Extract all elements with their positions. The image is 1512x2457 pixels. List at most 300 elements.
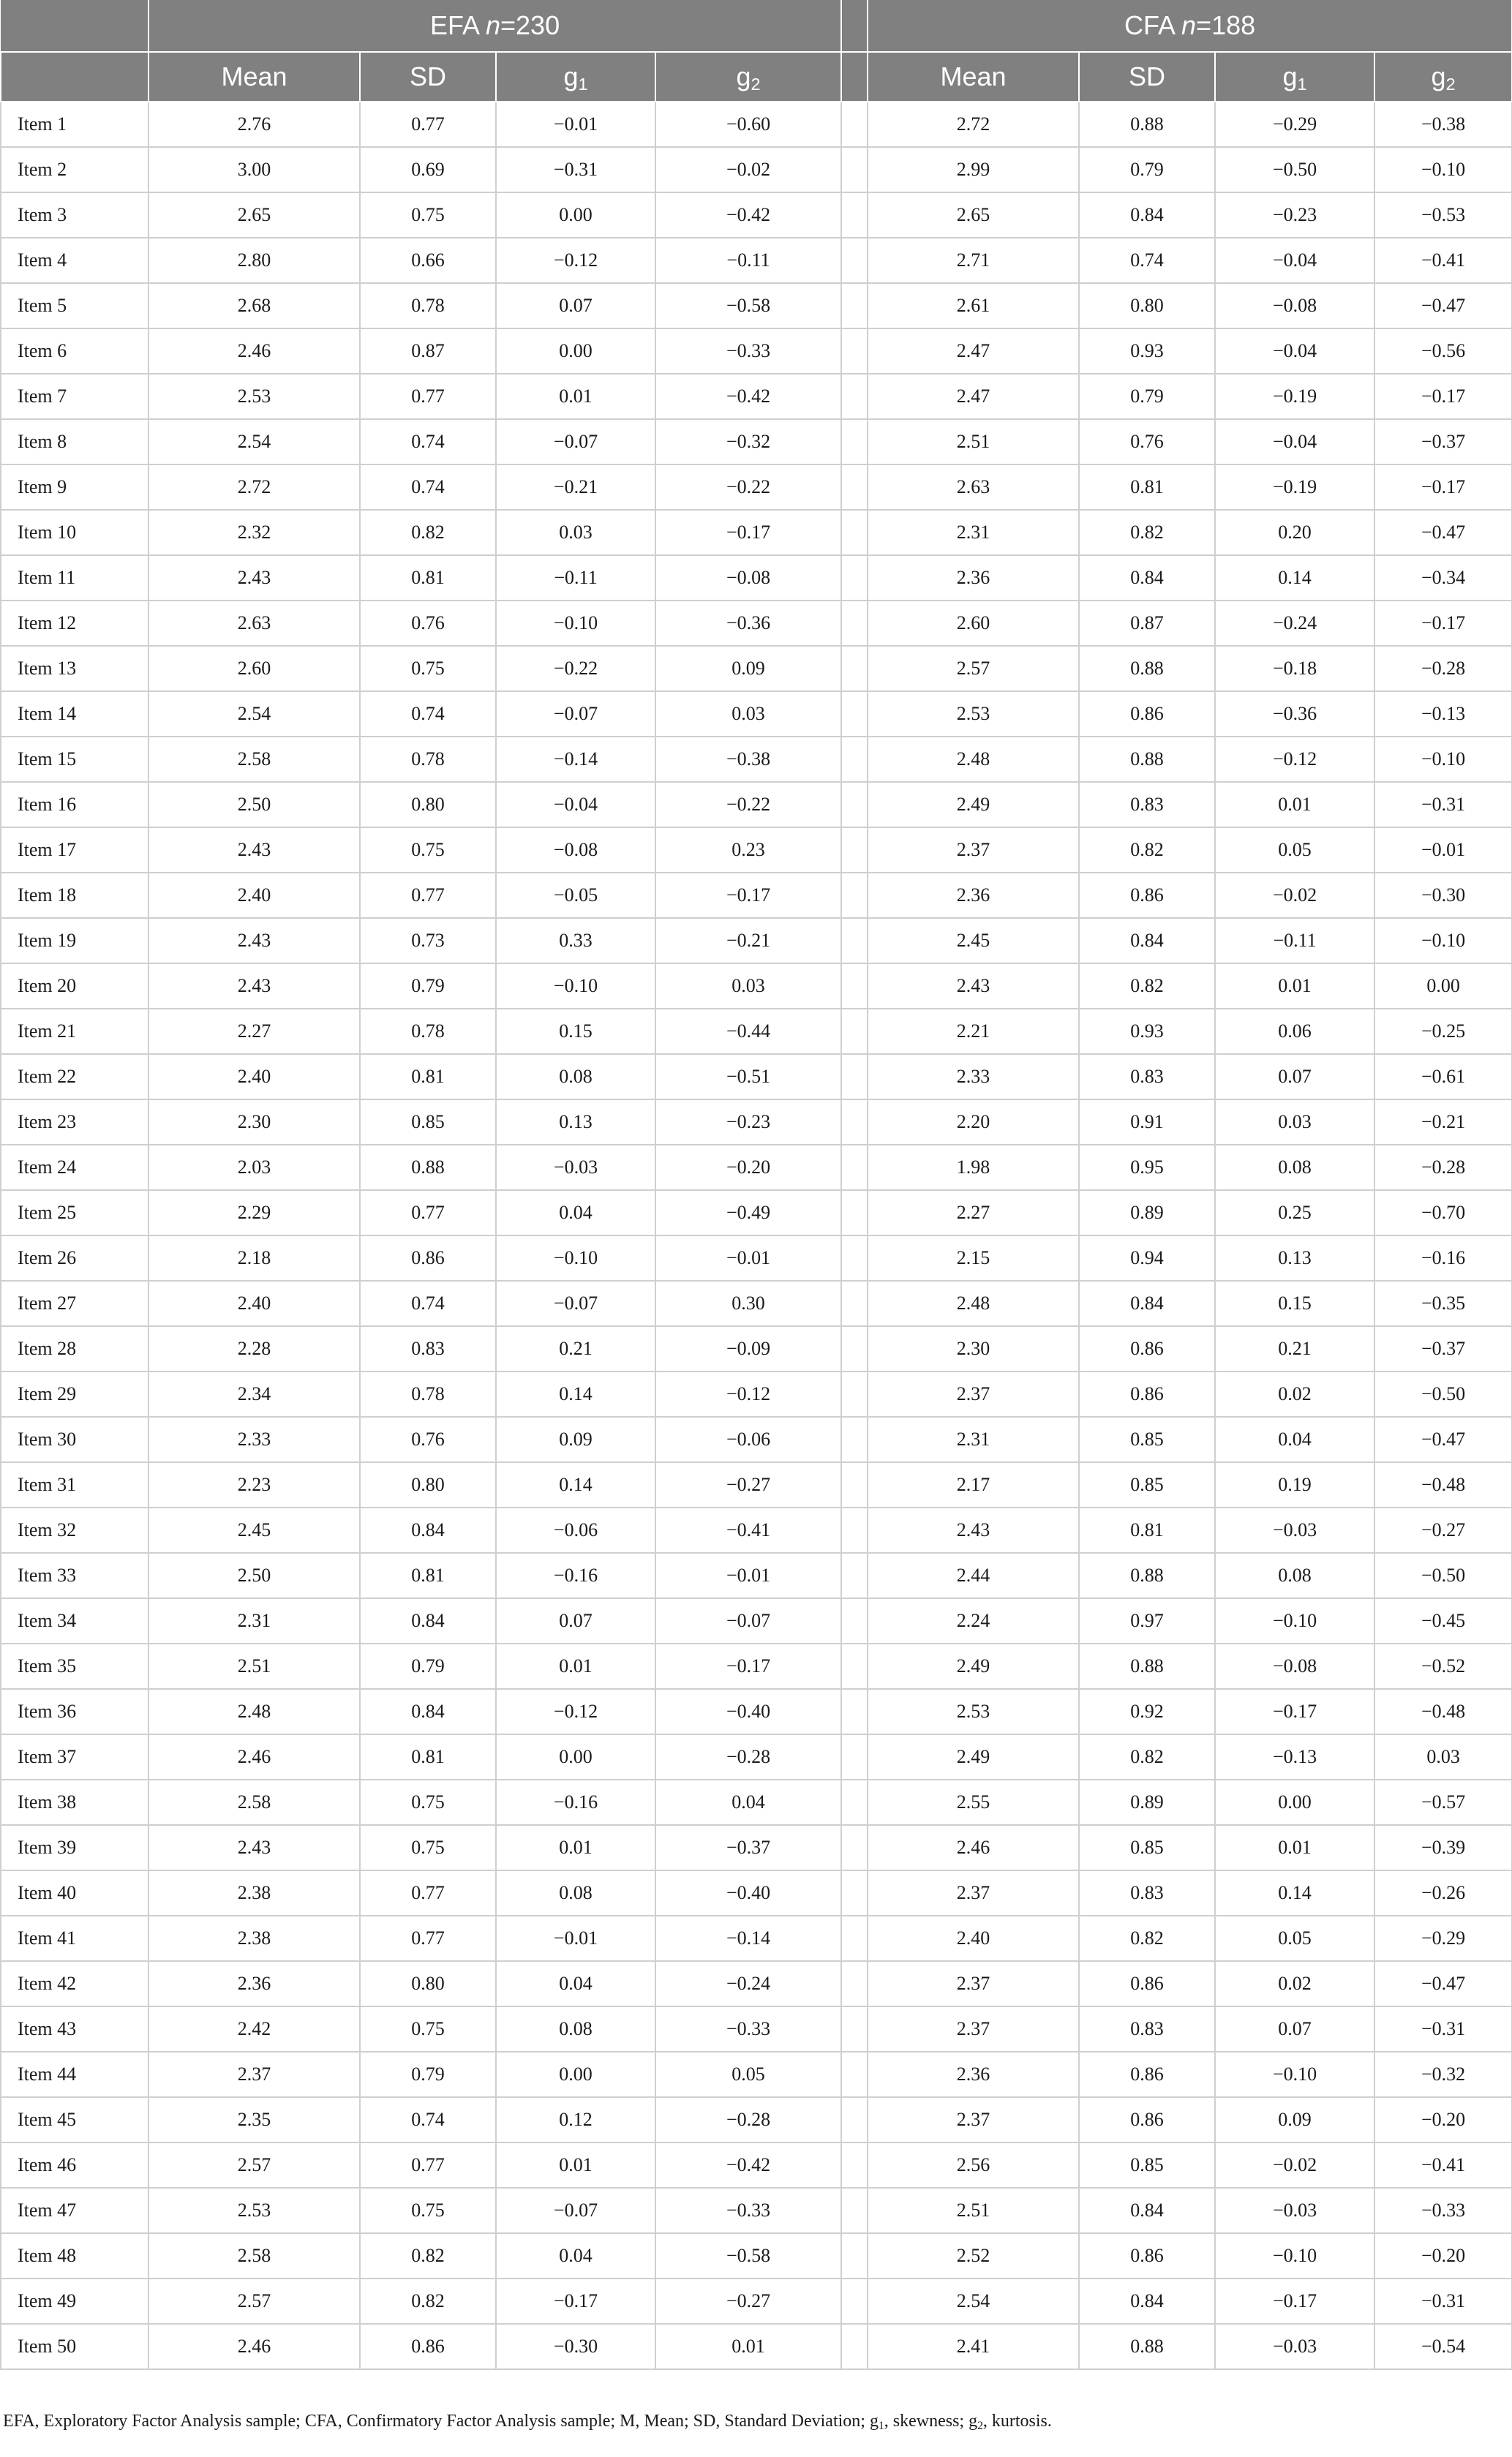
cfa-mean-cell: 2.48 xyxy=(868,1281,1079,1326)
cfa-g1-cell: 0.19 xyxy=(1215,1462,1374,1508)
cfa-sd-cell: 0.82 xyxy=(1079,827,1215,873)
cfa-sd-cell: 0.82 xyxy=(1079,963,1215,1009)
efa-sd-cell: 0.79 xyxy=(360,2052,496,2097)
efa-g2-cell: −0.38 xyxy=(655,737,841,782)
item-label-cell: Item 32 xyxy=(1,1508,148,1553)
efa-mean-cell: 2.29 xyxy=(148,1190,360,1235)
gap-cell xyxy=(841,1598,868,1644)
efa-g2-cell: −0.27 xyxy=(655,2279,841,2324)
cfa-g2-cell: −0.47 xyxy=(1374,1417,1512,1462)
efa-sd-cell: 0.84 xyxy=(360,1689,496,1734)
gap-cell xyxy=(841,419,868,464)
efa-g2-cell: 0.23 xyxy=(655,827,841,873)
cfa-g2-header-sub: 2 xyxy=(1445,74,1456,94)
table-row xyxy=(1,2233,1512,2279)
table-row xyxy=(1,2052,1512,2097)
table-row xyxy=(1,147,1512,192)
cfa-g2-cell: −0.32 xyxy=(1374,2052,1512,2097)
table-row xyxy=(1,2324,1512,2369)
cfa-mean-cell: 2.48 xyxy=(868,737,1079,782)
efa-sd-cell: 0.77 xyxy=(360,2142,496,2188)
cfa-g2-cell: −0.20 xyxy=(1374,2097,1512,2142)
gap-cell xyxy=(841,1190,868,1235)
cfa-g1-cell: −0.08 xyxy=(1215,283,1374,328)
efa-g1-cell: 0.08 xyxy=(496,1870,655,1916)
cfa-g1-cell: 0.20 xyxy=(1215,510,1374,555)
cfa-g1-cell: −0.04 xyxy=(1215,238,1374,283)
item-label-cell: Item 1 xyxy=(1,102,148,147)
cfa-g2-cell: −0.41 xyxy=(1374,238,1512,283)
cfa-sd-cell: 0.79 xyxy=(1079,147,1215,192)
efa-sd-cell: 0.87 xyxy=(360,328,496,374)
efa-g2-cell: −0.08 xyxy=(655,555,841,601)
cfa-g2-cell: −0.17 xyxy=(1374,464,1512,510)
cfa-sd-cell: 0.83 xyxy=(1079,782,1215,827)
efa-g2-cell: −0.06 xyxy=(655,1417,841,1462)
table-row xyxy=(1,782,1512,827)
cfa-mean-cell: 2.37 xyxy=(868,2097,1079,2142)
item-label-cell: Item 47 xyxy=(1,2188,148,2233)
cfa-g1-cell: 0.00 xyxy=(1215,1780,1374,1825)
cfa-g2-cell: −0.54 xyxy=(1374,2324,1512,2369)
cfa-g1-cell: 0.05 xyxy=(1215,1916,1374,1961)
efa-g2-cell: −0.42 xyxy=(655,374,841,419)
efa-sd-cell: 0.77 xyxy=(360,374,496,419)
table-row xyxy=(1,419,1512,464)
table-row xyxy=(1,1417,1512,1462)
cfa-sd-cell: 0.93 xyxy=(1079,1009,1215,1054)
efa-mean-cell: 2.54 xyxy=(148,419,360,464)
table-row xyxy=(1,555,1512,601)
efa-g1-cell: −0.10 xyxy=(496,601,655,646)
cfa-g2-cell: −0.37 xyxy=(1374,1326,1512,1372)
cfa-group-header xyxy=(868,0,1512,52)
gap-cell xyxy=(841,1780,868,1825)
efa-g1-cell: −0.08 xyxy=(496,827,655,873)
efa-g2-cell: −0.17 xyxy=(655,873,841,918)
cfa-g1-cell: −0.10 xyxy=(1215,2052,1374,2097)
cfa-g2-cell: −0.48 xyxy=(1374,1462,1512,1508)
gap-cell xyxy=(841,646,868,691)
cfa-g1-cell: −0.03 xyxy=(1215,2324,1374,2369)
gap-cell xyxy=(841,1870,868,1916)
cfa-sd-cell: 0.95 xyxy=(1079,1145,1215,1190)
gap-cell xyxy=(841,782,868,827)
cfa-sd-cell: 0.81 xyxy=(1079,464,1215,510)
efa-g1-cell: −0.10 xyxy=(496,1235,655,1281)
gap-cell xyxy=(841,1916,868,1961)
efa-g2-cell: −0.23 xyxy=(655,1099,841,1145)
efa-g2-cell: 0.30 xyxy=(655,1281,841,1326)
efa-sd-cell: 0.80 xyxy=(360,1462,496,1508)
cfa-sd-cell: 0.94 xyxy=(1079,1235,1215,1281)
efa-g1-cell: −0.04 xyxy=(496,782,655,827)
table-row xyxy=(1,918,1512,963)
cfa-g1-cell: −0.19 xyxy=(1215,464,1374,510)
efa-mean-cell: 3.00 xyxy=(148,147,360,192)
cfa-g1-cell: 0.07 xyxy=(1215,1054,1374,1099)
efa-g1-cell: −0.22 xyxy=(496,646,655,691)
gap-cell xyxy=(841,963,868,1009)
gap-cell xyxy=(841,1326,868,1372)
efa-mean-cell: 2.53 xyxy=(148,374,360,419)
cfa-mean-cell: 2.30 xyxy=(868,1326,1079,1372)
cfa-g1-cell: 0.01 xyxy=(1215,782,1374,827)
item-label-cell: Item 50 xyxy=(1,2324,148,2369)
cfa-sd-cell: 0.89 xyxy=(1079,1190,1215,1235)
cfa-mean-cell: 2.24 xyxy=(868,1598,1079,1644)
efa-g2-cell: −0.37 xyxy=(655,1825,841,1870)
cfa-g1-cell: −0.10 xyxy=(1215,2233,1374,2279)
efa-g1-header xyxy=(496,52,655,102)
efa-g2-cell: −0.14 xyxy=(655,1916,841,1961)
gap-cell xyxy=(841,1235,868,1281)
item-label-cell: Item 38 xyxy=(1,1780,148,1825)
cfa-mean-cell: 2.46 xyxy=(868,1825,1079,1870)
cfa-sd-cell: 0.86 xyxy=(1079,2097,1215,2142)
efa-g2-cell: −0.07 xyxy=(655,1598,841,1644)
table-row xyxy=(1,737,1512,782)
efa-sd-cell: 0.86 xyxy=(360,1235,496,1281)
item-label-cell: Item 43 xyxy=(1,2006,148,2052)
item-label-cell: Item 49 xyxy=(1,2279,148,2324)
efa-sd-cell: 0.77 xyxy=(360,873,496,918)
efa-g1-cell: 0.01 xyxy=(496,1644,655,1689)
cfa-g2-cell: −0.47 xyxy=(1374,1961,1512,2006)
efa-mean-header-label: Mean xyxy=(221,61,287,91)
table-row xyxy=(1,1961,1512,2006)
gap-cell xyxy=(841,2324,868,2369)
efa-mean-cell: 2.68 xyxy=(148,283,360,328)
item-label-cell: Item 22 xyxy=(1,1054,148,1099)
efa-mean-cell: 2.50 xyxy=(148,1553,360,1598)
cfa-g2-cell: −0.10 xyxy=(1374,918,1512,963)
efa-g2-header-sub: 2 xyxy=(751,74,761,94)
cfa-sd-cell: 0.89 xyxy=(1079,1780,1215,1825)
cfa-mean-cell: 2.51 xyxy=(868,2188,1079,2233)
cfa-g2-cell: −0.10 xyxy=(1374,737,1512,782)
efa-mean-cell: 2.46 xyxy=(148,1734,360,1780)
cfa-g2-cell: −0.10 xyxy=(1374,147,1512,192)
cfa-g1-cell: 0.08 xyxy=(1215,1145,1374,1190)
table-row xyxy=(1,1190,1512,1235)
cfa-g2-cell: −0.50 xyxy=(1374,1553,1512,1598)
cfa-mean-cell: 2.49 xyxy=(868,1734,1079,1780)
item-label-cell: Item 12 xyxy=(1,601,148,646)
cfa-g1-cell: 0.01 xyxy=(1215,1825,1374,1870)
cfa-sd-cell: 0.74 xyxy=(1079,238,1215,283)
efa-sd-cell: 0.81 xyxy=(360,1734,496,1780)
cfa-mean-cell: 2.61 xyxy=(868,283,1079,328)
table-row xyxy=(1,1825,1512,1870)
efa-mean-cell: 2.51 xyxy=(148,1644,360,1689)
cfa-g1-cell: −0.11 xyxy=(1215,918,1374,963)
efa-g1-header-sub: 1 xyxy=(578,74,588,94)
cfa-g2-cell: −0.29 xyxy=(1374,1916,1512,1961)
item-label-cell: Item 14 xyxy=(1,691,148,737)
efa-sd-cell: 0.76 xyxy=(360,601,496,646)
gap-cell xyxy=(841,102,868,147)
efa-g2-cell: −0.33 xyxy=(655,2006,841,2052)
cfa-g1-cell: 0.13 xyxy=(1215,1235,1374,1281)
cfa-g2-cell: −0.17 xyxy=(1374,601,1512,646)
cfa-sd-cell: 0.92 xyxy=(1079,1689,1215,1734)
efa-mean-cell: 2.38 xyxy=(148,1916,360,1961)
efa-g2-cell: 0.04 xyxy=(655,1780,841,1825)
item-label-cell: Item 20 xyxy=(1,963,148,1009)
efa-mean-cell: 2.48 xyxy=(148,1689,360,1734)
cfa-mean-cell: 2.40 xyxy=(868,1916,1079,1961)
efa-sd-cell: 0.79 xyxy=(360,1644,496,1689)
item-label-cell: Item 37 xyxy=(1,1734,148,1780)
table-row xyxy=(1,1235,1512,1281)
efa-sd-cell: 0.76 xyxy=(360,1417,496,1462)
cfa-g1-cell: −0.17 xyxy=(1215,2279,1374,2324)
cfa-g2-cell: −0.47 xyxy=(1374,283,1512,328)
cfa-mean-cell: 2.37 xyxy=(868,1870,1079,1916)
table-row xyxy=(1,1462,1512,1508)
efa-sd-cell: 0.84 xyxy=(360,1598,496,1644)
efa-g1-cell: 0.14 xyxy=(496,1462,655,1508)
efa-g2-header xyxy=(655,52,841,102)
efa-sd-cell: 0.74 xyxy=(360,464,496,510)
cfa-sd-cell: 0.80 xyxy=(1079,283,1215,328)
efa-g1-cell: 0.03 xyxy=(496,510,655,555)
cfa-g2-cell: −0.31 xyxy=(1374,782,1512,827)
efa-sd-cell: 0.75 xyxy=(360,192,496,238)
efa-mean-cell: 2.50 xyxy=(148,782,360,827)
cfa-g2-cell: −0.16 xyxy=(1374,1235,1512,1281)
cfa-sd-cell: 0.88 xyxy=(1079,646,1215,691)
item-label-cell: Item 6 xyxy=(1,328,148,374)
gap-cell xyxy=(841,147,868,192)
efa-mean-cell: 2.45 xyxy=(148,1508,360,1553)
gap-cell xyxy=(841,2233,868,2279)
item-column-header xyxy=(1,52,148,102)
cfa-mean-cell: 2.41 xyxy=(868,2324,1079,2369)
item-label-cell: Item 18 xyxy=(1,873,148,918)
efa-g1-cell: 0.13 xyxy=(496,1099,655,1145)
table-row xyxy=(1,1598,1512,1644)
cfa-mean-cell: 2.31 xyxy=(868,510,1079,555)
cfa-sd-cell: 0.86 xyxy=(1079,873,1215,918)
efa-mean-cell: 2.34 xyxy=(148,1372,360,1417)
table-row xyxy=(1,691,1512,737)
cfa-g1-cell: −0.50 xyxy=(1215,147,1374,192)
efa-sd-cell: 0.75 xyxy=(360,2188,496,2233)
cfa-g2-cell: −0.31 xyxy=(1374,2279,1512,2324)
cfa-g2-header-label: g xyxy=(1431,61,1446,91)
efa-n-label: n xyxy=(485,10,501,40)
efa-sd-header xyxy=(360,52,496,102)
gap-cell xyxy=(841,918,868,963)
cfa-g1-cell: 0.03 xyxy=(1215,1099,1374,1145)
cfa-mean-cell: 2.52 xyxy=(868,2233,1079,2279)
cfa-g2-cell: −0.20 xyxy=(1374,2233,1512,2279)
efa-g2-cell: −0.36 xyxy=(655,601,841,646)
cfa-g2-cell: −0.57 xyxy=(1374,1780,1512,1825)
item-label-cell: Item 17 xyxy=(1,827,148,873)
cfa-g1-cell: −0.36 xyxy=(1215,691,1374,737)
table-row xyxy=(1,1734,1512,1780)
efa-mean-cell: 2.43 xyxy=(148,827,360,873)
cfa-mean-cell: 2.36 xyxy=(868,873,1079,918)
cfa-sd-cell: 0.91 xyxy=(1079,1099,1215,1145)
efa-sd-cell: 0.85 xyxy=(360,1099,496,1145)
table-row xyxy=(1,1099,1512,1145)
gap-cell xyxy=(841,1508,868,1553)
cfa-sd-cell: 0.84 xyxy=(1079,555,1215,601)
gap-cell xyxy=(841,2052,868,2097)
table-row xyxy=(1,1916,1512,1961)
efa-g2-cell: −0.12 xyxy=(655,1372,841,1417)
efa-g2-cell: 0.01 xyxy=(655,2324,841,2369)
corner-cell xyxy=(1,0,148,52)
cfa-g1-cell: −0.02 xyxy=(1215,873,1374,918)
table-row xyxy=(1,1054,1512,1099)
efa-g2-cell: −0.21 xyxy=(655,918,841,963)
efa-g2-header-label: g xyxy=(736,61,751,91)
gap-cell xyxy=(841,1145,868,1190)
cfa-sd-cell: 0.88 xyxy=(1079,2324,1215,2369)
efa-mean-cell: 2.63 xyxy=(148,601,360,646)
efa-sd-cell: 0.83 xyxy=(360,1326,496,1372)
cfa-g2-cell: −0.39 xyxy=(1374,1825,1512,1870)
efa-mean-cell: 2.57 xyxy=(148,2279,360,2324)
item-label-cell: Item 31 xyxy=(1,1462,148,1508)
cfa-sd-cell: 0.84 xyxy=(1079,2188,1215,2233)
item-label-cell: Item 27 xyxy=(1,1281,148,1326)
efa-mean-cell: 2.46 xyxy=(148,328,360,374)
gap-cell xyxy=(841,1689,868,1734)
footnote-text-2: , skewness; g xyxy=(884,2412,978,2431)
item-label-cell: Item 21 xyxy=(1,1009,148,1054)
efa-g2-cell: −0.22 xyxy=(655,464,841,510)
gap-cell xyxy=(841,2279,868,2324)
cfa-g2-cell: −0.17 xyxy=(1374,374,1512,419)
cfa-sd-cell: 0.83 xyxy=(1079,1054,1215,1099)
gap-cell xyxy=(841,2097,868,2142)
cfa-mean-cell: 2.47 xyxy=(868,374,1079,419)
table-header xyxy=(1,0,1512,102)
cfa-mean-cell: 2.54 xyxy=(868,2279,1079,2324)
table-row xyxy=(1,102,1512,147)
efa-g2-cell: −0.27 xyxy=(655,1462,841,1508)
table-row xyxy=(1,827,1512,873)
cfa-n-label: n xyxy=(1181,10,1197,40)
cfa-sd-cell: 0.85 xyxy=(1079,1825,1215,1870)
gap-cell xyxy=(841,374,868,419)
item-label-cell: Item 15 xyxy=(1,737,148,782)
gap-cell xyxy=(841,1099,868,1145)
efa-g1-cell: 0.00 xyxy=(496,192,655,238)
cfa-mean-cell: 2.37 xyxy=(868,827,1079,873)
efa-g1-cell: 0.00 xyxy=(496,328,655,374)
item-label-cell: Item 23 xyxy=(1,1099,148,1145)
efa-g1-cell: −0.12 xyxy=(496,238,655,283)
cfa-g1-header-label: g xyxy=(1282,61,1298,91)
efa-g2-cell: −0.40 xyxy=(655,1689,841,1734)
cfa-mean-cell: 2.71 xyxy=(868,238,1079,283)
efa-g1-cell: 0.00 xyxy=(496,2052,655,2097)
efa-g1-cell: 0.08 xyxy=(496,1054,655,1099)
efa-g2-cell: −0.28 xyxy=(655,2097,841,2142)
efa-sd-cell: 0.81 xyxy=(360,1553,496,1598)
cfa-sd-cell: 0.86 xyxy=(1079,1372,1215,1417)
cfa-g2-cell: 0.03 xyxy=(1374,1734,1512,1780)
efa-g2-cell: −0.22 xyxy=(655,782,841,827)
cfa-g2-cell: −0.70 xyxy=(1374,1190,1512,1235)
cfa-sd-cell: 0.76 xyxy=(1079,419,1215,464)
efa-g1-cell: −0.16 xyxy=(496,1780,655,1825)
cfa-mean-cell: 2.44 xyxy=(868,1553,1079,1598)
efa-g1-cell: −0.31 xyxy=(496,147,655,192)
efa-sd-cell: 0.80 xyxy=(360,782,496,827)
efa-g2-cell: −0.32 xyxy=(655,419,841,464)
item-label-cell: Item 45 xyxy=(1,2097,148,2142)
cfa-mean-cell: 2.33 xyxy=(868,1054,1079,1099)
efa-g2-cell: −0.24 xyxy=(655,1961,841,2006)
item-label-cell: Item 3 xyxy=(1,192,148,238)
table-row xyxy=(1,1870,1512,1916)
cfa-sd-cell: 0.88 xyxy=(1079,102,1215,147)
item-label-cell: Item 4 xyxy=(1,238,148,283)
gap-cell xyxy=(841,691,868,737)
efa-mean-cell: 2.43 xyxy=(148,1825,360,1870)
gap-cell xyxy=(841,1417,868,1462)
cfa-g1-cell: −0.04 xyxy=(1215,328,1374,374)
item-label-cell: Item 16 xyxy=(1,782,148,827)
efa-sd-cell: 0.75 xyxy=(360,1780,496,1825)
efa-sd-cell: 0.66 xyxy=(360,238,496,283)
cfa-sd-cell: 0.87 xyxy=(1079,601,1215,646)
efa-sd-cell: 0.82 xyxy=(360,2279,496,2324)
efa-g1-cell: 0.04 xyxy=(496,2233,655,2279)
efa-sd-cell: 0.77 xyxy=(360,102,496,147)
cfa-g1-cell: 0.01 xyxy=(1215,963,1374,1009)
efa-g1-cell: 0.00 xyxy=(496,1734,655,1780)
item-label-cell: Item 30 xyxy=(1,1417,148,1462)
cfa-mean-cell: 2.63 xyxy=(868,464,1079,510)
table-row xyxy=(1,646,1512,691)
efa-sd-cell: 0.88 xyxy=(360,1145,496,1190)
gap-cell xyxy=(841,2188,868,2233)
table-row xyxy=(1,1326,1512,1372)
cfa-g2-header xyxy=(1374,52,1512,102)
efa-g1-cell: 0.04 xyxy=(496,1190,655,1235)
efa-mean-cell: 2.43 xyxy=(148,963,360,1009)
cfa-g1-cell: 0.05 xyxy=(1215,827,1374,873)
table-row xyxy=(1,1689,1512,1734)
item-label-cell: Item 44 xyxy=(1,2052,148,2097)
item-label-cell: Item 11 xyxy=(1,555,148,601)
efa-g2-cell: −0.49 xyxy=(655,1190,841,1235)
efa-g1-cell: 0.33 xyxy=(496,918,655,963)
cfa-g2-cell: −0.47 xyxy=(1374,510,1512,555)
cfa-sd-cell: 0.85 xyxy=(1079,1417,1215,1462)
gap-header-cell xyxy=(841,0,868,52)
cfa-g1-cell: −0.04 xyxy=(1215,419,1374,464)
gap-cell xyxy=(841,1825,868,1870)
efa-g2-cell: −0.33 xyxy=(655,2188,841,2233)
item-label-cell: Item 9 xyxy=(1,464,148,510)
efa-g2-cell: −0.17 xyxy=(655,510,841,555)
cfa-mean-cell: 2.60 xyxy=(868,601,1079,646)
gap-cell xyxy=(841,2006,868,2052)
table-row xyxy=(1,601,1512,646)
efa-sd-cell: 0.78 xyxy=(360,1009,496,1054)
cfa-mean-cell: 2.36 xyxy=(868,555,1079,601)
